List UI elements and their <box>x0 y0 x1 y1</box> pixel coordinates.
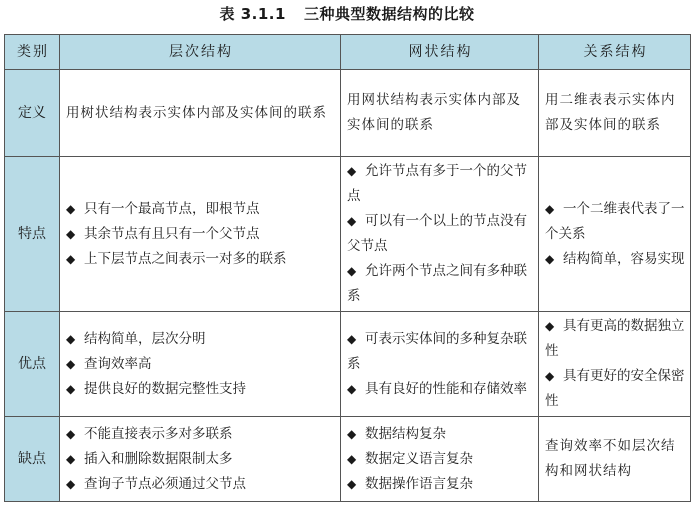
disadvantages-hierarchical-item: 插入和删除数据限制太多 <box>84 450 233 467</box>
list-item <box>347 159 534 209</box>
list-item <box>66 472 336 497</box>
header-relational: 关系结构 <box>539 35 691 70</box>
features-network-item: 允许两个节点之间有多种联系 <box>347 263 527 304</box>
list-item <box>347 422 534 447</box>
header-category: 类别 <box>5 35 60 70</box>
list-item <box>66 327 336 352</box>
diamond-bullet-icon: ◆ <box>66 381 76 396</box>
advantages-relational-item: 具有更高的数据独立性 <box>545 318 685 359</box>
diamond-bullet-icon: ◆ <box>347 476 357 491</box>
diamond-bullet-icon: ◆ <box>66 451 76 466</box>
features-relational <box>539 157 691 312</box>
list-item <box>545 247 686 272</box>
diamond-bullet-icon: ◆ <box>545 369 555 383</box>
disadvantages-hierarchical-item: 查询子节点必须通过父节点 <box>84 475 246 492</box>
diamond-bullet-icon: ◆ <box>347 451 357 466</box>
diamond-bullet-icon: ◆ <box>545 201 555 216</box>
diamond-bullet-icon: ◆ <box>66 356 76 371</box>
list-item <box>66 422 336 447</box>
features-network <box>341 157 539 312</box>
advantages-hierarchical-item: 结构简单，层次分明 <box>84 330 206 347</box>
advantages-network-item: 具有良好的性能和存储效率 <box>365 380 527 397</box>
list-item <box>347 327 534 377</box>
features-hierarchical-item: 其余节点有且只有一个父节点 <box>84 225 260 242</box>
diamond-bullet-icon: ◆ <box>545 251 555 266</box>
header-network: 网状结构 <box>341 35 539 70</box>
diamond-bullet-icon: ◆ <box>66 201 76 216</box>
disadvantages-network-item: 数据操作语言复杂 <box>365 475 473 492</box>
definition-row <box>5 70 691 157</box>
list-item <box>66 377 336 402</box>
features-hierarchical <box>60 157 341 312</box>
definition-hierarchical-text: 用树状结构表示实体内部及实体间的联系 <box>66 104 327 121</box>
definition-relational-text: 用二维表表示实体内部及实体间的联系 <box>545 92 676 133</box>
advantages-network-item: 可表示实体间的多种复杂联系 <box>347 330 527 372</box>
list-item <box>347 472 534 497</box>
features-hierarchical-item: 上下层节点之间表示一对多的联系 <box>84 250 287 267</box>
list-item <box>545 197 686 247</box>
diamond-bullet-icon: ◆ <box>66 426 76 441</box>
disadvantages-relational <box>539 417 691 502</box>
list-item <box>545 314 686 364</box>
definition-relational <box>539 70 691 157</box>
features-network-item: 允许节点有多于一个的父节点 <box>347 163 527 204</box>
advantages-hierarchical-item: 查询效率高 <box>84 355 152 372</box>
definition-label: 定义 <box>5 70 60 157</box>
advantages-relational-item: 具有更好的安全保密性 <box>545 368 685 409</box>
diamond-bullet-icon: ◆ <box>347 164 357 178</box>
diamond-bullet-icon: ◆ <box>545 319 555 333</box>
list-item <box>66 222 336 247</box>
diamond-bullet-icon: ◆ <box>347 214 357 228</box>
diamond-bullet-icon: ◆ <box>66 476 76 491</box>
advantages-relational <box>539 312 691 417</box>
diamond-bullet-icon: ◆ <box>347 331 357 346</box>
features-network-item: 可以有一个以上的节点没有父节点 <box>347 213 527 254</box>
disadvantages-network <box>341 417 539 502</box>
features-relational-item: 结构简单，容易实现 <box>563 250 685 267</box>
diamond-bullet-icon: ◆ <box>347 381 357 396</box>
disadvantages-hierarchical-item: 不能直接表示多对多联系 <box>84 425 233 442</box>
header-row <box>5 35 691 70</box>
list-item <box>347 259 534 309</box>
disadvantages-hierarchical <box>60 417 341 502</box>
disadvantages-network-item: 数据定义语言复杂 <box>365 450 473 467</box>
advantages-label: 优点 <box>5 312 60 417</box>
list-item <box>347 377 534 402</box>
diamond-bullet-icon: ◆ <box>347 264 357 278</box>
features-hierarchical-item: 只有一个最高节点，即根节点 <box>84 200 260 217</box>
diamond-bullet-icon: ◆ <box>66 251 76 266</box>
advantages-hierarchical <box>60 312 341 417</box>
list-item <box>347 209 534 259</box>
features-row <box>5 157 691 312</box>
list-item <box>66 447 336 472</box>
definition-hierarchical <box>60 70 341 157</box>
disadvantages-relational-text: 查询效率不如层次结构和网状结构 <box>545 438 676 479</box>
header-hierarchical: 层次结构 <box>60 35 341 70</box>
advantages-hierarchical-item: 提供良好的数据完整性支持 <box>84 380 246 397</box>
advantages-row <box>5 312 691 417</box>
disadvantages-row <box>5 417 691 502</box>
table-caption <box>0 2 694 26</box>
list-item <box>545 364 686 414</box>
caption-number: 表 3.1.1 <box>219 5 286 23</box>
caption-title: 三种典型数据结构的比较 <box>303 5 475 23</box>
list-item <box>66 352 336 377</box>
features-label: 特点 <box>5 157 60 312</box>
comparison-table <box>4 34 691 502</box>
diamond-bullet-icon: ◆ <box>66 331 76 346</box>
list-item <box>66 247 336 272</box>
diamond-bullet-icon: ◆ <box>66 226 76 241</box>
diamond-bullet-icon: ◆ <box>347 426 357 441</box>
definition-network-text: 用网状结构表示实体内部及实体间的联系 <box>347 92 521 133</box>
advantages-network <box>341 312 539 417</box>
disadvantages-label: 缺点 <box>5 417 60 502</box>
list-item <box>347 447 534 472</box>
features-relational-item: 一个二维表代表了一个关系 <box>545 200 685 242</box>
definition-network <box>341 70 539 157</box>
disadvantages-network-item: 数据结构复杂 <box>365 425 446 442</box>
list-item <box>66 197 336 222</box>
